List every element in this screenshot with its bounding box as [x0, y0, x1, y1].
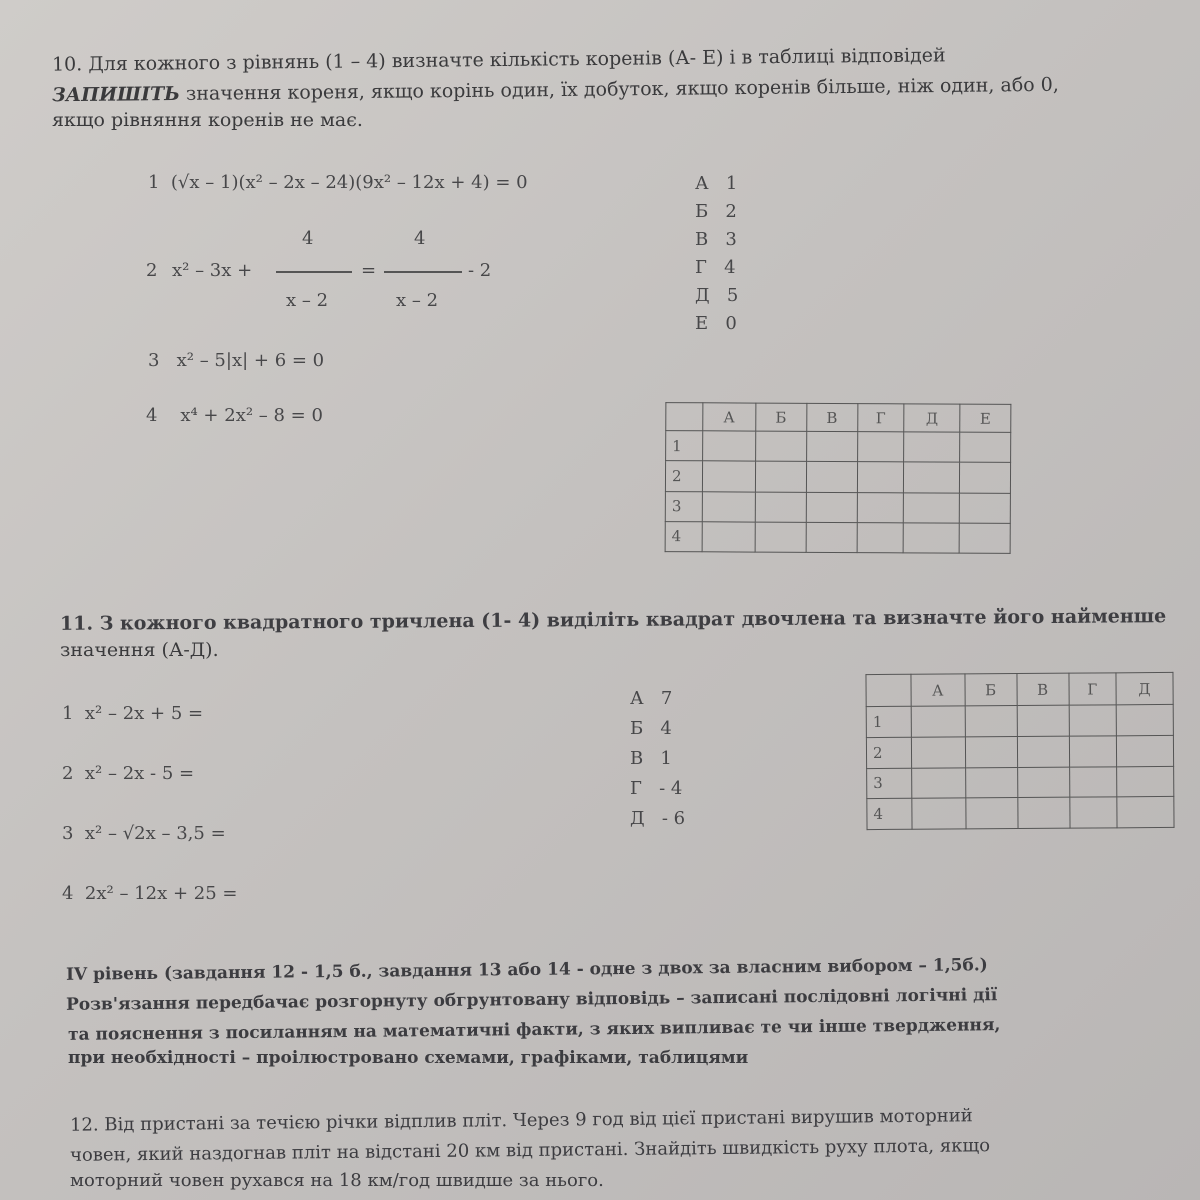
answer-cell[interactable]: [904, 462, 960, 493]
task10-heading-line3: якщо рівняння коренів не має.: [52, 109, 363, 131]
eq4-number: 4: [146, 405, 158, 426]
eq2-equals: =: [361, 260, 377, 281]
task10-heading-line2-rest: значення кореня, якщо корінь один, їх добуток, якщо коренів більше, ніж один, або 0,: [179, 73, 1059, 105]
task10-eq3: [148, 350, 324, 371]
answer-cell[interactable]: [702, 522, 755, 553]
answer-cell[interactable]: [912, 767, 966, 798]
answer-cell[interactable]: [1069, 705, 1117, 736]
eq2-frac2-numerator: 4: [414, 228, 426, 249]
answer-cell[interactable]: [806, 522, 857, 553]
task10-option: Е 0: [695, 313, 737, 334]
answer-cell[interactable]: [857, 522, 904, 552]
answer-cell[interactable]: [959, 493, 1010, 524]
level4-line3: та пояснення з посиланням на математичні факти, з яких випливає те чи інше твердження,: [67, 1015, 1001, 1045]
task10-option: Г 4: [695, 257, 736, 278]
answer-cell[interactable]: [702, 491, 755, 522]
answer-cell[interactable]: [755, 461, 806, 492]
task11-option: Д - 6: [630, 808, 686, 829]
task10-heading-line2: [52, 75, 1059, 107]
task11-heading-line2: значення (А-Д).: [60, 639, 219, 661]
answer-cell[interactable]: [1069, 766, 1117, 797]
eq2-number: 2: [146, 260, 158, 281]
task11-options: [630, 684, 685, 834]
table-row-header: 3: [665, 491, 702, 521]
task11-option: А 7: [630, 688, 673, 709]
answer-cell[interactable]: [911, 737, 965, 768]
task11-item: 2 x² – 2x - 5 =: [62, 763, 195, 784]
answer-cell[interactable]: [1017, 797, 1069, 828]
task12-line2: човен, який наздогнав пліт на відстані 20 км від пристані. Знайдіть швидкість руху плота, якщо: [69, 1135, 991, 1166]
answer-cell[interactable]: [965, 767, 1017, 798]
table-col-header: В: [1017, 673, 1069, 705]
task10-option: Д 5: [695, 285, 739, 306]
eq2-frac2-bar: [384, 271, 462, 273]
table-row-header: 1: [666, 431, 703, 461]
answer-cell[interactable]: [1017, 705, 1069, 736]
answer-cell[interactable]: [1017, 736, 1069, 767]
eq2-right: - 2: [468, 260, 492, 281]
table-col-header: Г: [857, 404, 904, 432]
table-col-header: Б: [755, 403, 806, 431]
answer-cell[interactable]: [904, 432, 960, 463]
answer-cell[interactable]: [965, 798, 1017, 829]
eq3-expr: x² – 5|x| + 6 = 0: [176, 350, 325, 371]
table-col-header: Г: [1069, 673, 1117, 705]
level4-line2: Розв'язання передбачає розгорнуту обгрунтовану відповідь – записані послідовні логічні дії: [65, 985, 998, 1015]
task10-option: В 3: [695, 229, 737, 250]
answer-cell[interactable]: [703, 431, 756, 462]
eq1-expr: (√x – 1)(x² – 2x – 24)(9x² – 12x + 4) = 0: [170, 172, 528, 193]
answer-cell[interactable]: [1116, 735, 1173, 766]
eq1-number: 1: [148, 172, 160, 193]
task10-eq4: [146, 405, 323, 426]
answer-cell[interactable]: [857, 492, 904, 522]
table-row-header: 3: [867, 768, 912, 799]
task10-emphasis: ЗАПИШІТЬ: [51, 82, 181, 107]
table-col-header: А: [911, 674, 965, 706]
answer-cell[interactable]: [806, 462, 857, 493]
table-corner: [666, 403, 703, 431]
answer-cell[interactable]: [857, 462, 904, 492]
answer-cell[interactable]: [755, 492, 806, 523]
answer-cell[interactable]: [959, 523, 1010, 554]
answer-cell[interactable]: [960, 432, 1011, 463]
answer-cell[interactable]: [1069, 797, 1117, 828]
answer-cell[interactable]: [911, 706, 965, 737]
answer-cell[interactable]: [1069, 736, 1117, 767]
table-col-header: Б: [964, 674, 1016, 706]
level4-line4: при необхідності – проілюстровано схемами, графіками, таблицями: [68, 1048, 749, 1068]
task10-option: Б 2: [695, 201, 737, 222]
task11-option: Г - 4: [630, 778, 683, 799]
task11-answer-table: [865, 672, 1174, 830]
table-col-header: Д: [1116, 672, 1173, 704]
task11-heading-line1: 11. З кожного квадратного тричлена (1- 4) виділіть квадрат двочлена та визначте його найменше: [59, 605, 1167, 635]
answer-cell[interactable]: [755, 522, 806, 553]
task11-option: В 1: [630, 748, 672, 769]
answer-cell[interactable]: [755, 431, 806, 462]
eq4-expr: x⁴ + 2x² – 8 = 0: [180, 405, 323, 426]
task11-item: 4 2x² – 12x + 25 =: [62, 883, 238, 904]
answer-cell[interactable]: [912, 798, 966, 829]
answer-cell[interactable]: [960, 462, 1011, 493]
eq2-left: x² – 3x +: [172, 260, 253, 281]
task11-option: Б 4: [630, 718, 672, 739]
eq2-frac1-bar: [276, 271, 352, 273]
table-col-header: Е: [960, 404, 1011, 432]
eq2-frac1-denominator: x – 2: [286, 290, 329, 311]
answer-cell[interactable]: [857, 432, 904, 462]
answer-cell[interactable]: [806, 492, 857, 523]
answer-cell[interactable]: [965, 736, 1017, 767]
table-row-header: 4: [867, 799, 912, 830]
table-corner: [866, 674, 911, 706]
answer-cell[interactable]: [806, 431, 857, 462]
answer-cell[interactable]: [903, 492, 959, 523]
eq3-number: 3: [148, 350, 160, 371]
answer-cell[interactable]: [903, 523, 959, 554]
table-row-header: 1: [866, 706, 911, 737]
eq2-frac1-numerator: 4: [302, 228, 314, 249]
answer-cell[interactable]: [1017, 767, 1069, 798]
task10-heading-line1: 10. Для кожного з рівнянь (1 – 4) визначте кількість коренів (А- Е) і в таблиці відповідей: [51, 44, 946, 76]
task10-option: А 1: [695, 173, 738, 194]
table-row-header: 2: [866, 737, 911, 768]
task12-line1: 12. Від пристані за течією річки відплив пліт. Через 9 год від цієї пристані вирушив моторний: [69, 1105, 973, 1136]
table-col-header: А: [703, 403, 756, 431]
task11-item: 1 x² – 2x + 5 =: [62, 703, 204, 724]
answer-cell[interactable]: [1117, 797, 1174, 828]
task10-answer-table: [665, 402, 1012, 554]
answer-cell[interactable]: [965, 706, 1017, 737]
answer-cell[interactable]: [1116, 704, 1173, 735]
task11-item: 3 x² – √2x – 3,5 =: [62, 823, 226, 844]
task10-options: [695, 170, 738, 338]
level4-line1: ІV рівень (завдання 12 - 1,5 б., завдання 13 або 14 - одне з двох за власним вибором – 1,5б.): [65, 955, 988, 985]
answer-cell[interactable]: [702, 461, 755, 492]
table-row-header: 4: [665, 521, 702, 551]
table-col-header: В: [806, 403, 857, 431]
answer-cell[interactable]: [1116, 766, 1173, 797]
task10-eq1: [148, 172, 528, 193]
table-col-header: Д: [904, 404, 960, 432]
table-row-header: 2: [665, 461, 702, 491]
eq2-frac2-denominator: x – 2: [396, 290, 439, 311]
task12-line3: моторний човен рухався на 18 км/год швидше за нього.: [70, 1170, 604, 1191]
